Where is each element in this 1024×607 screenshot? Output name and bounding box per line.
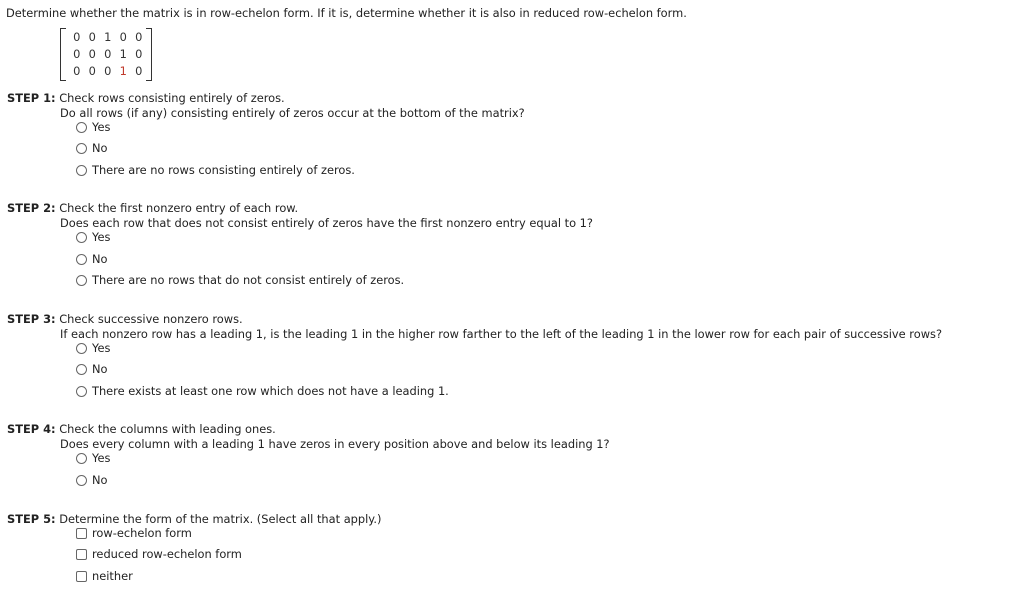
option-label: Yes (92, 230, 111, 244)
matrix (60, 28, 152, 80)
option-label: Yes (92, 120, 111, 134)
matrix-cell: 0 (135, 30, 143, 44)
matrix-cell: 0 (73, 64, 81, 78)
matrix-cell: 1 (119, 47, 127, 61)
matrix-row-3 (69, 63, 147, 79)
radio-button[interactable] (76, 453, 87, 464)
radio-button[interactable] (76, 386, 87, 397)
step-1-title: Check rows consisting entirely of zeros. (59, 91, 285, 105)
radio-button[interactable] (76, 364, 87, 375)
step-2-question: Does each row that does not consist entirely of zeros have the first nonzero entry equal to 1? (60, 216, 593, 230)
matrix-cell: 0 (88, 64, 96, 78)
option-label: reduced row-echelon form (92, 547, 242, 561)
step-1-option-yes[interactable] (76, 120, 110, 134)
step-1-label: STEP 1: (7, 91, 56, 105)
step-2-label: STEP 2: (7, 201, 56, 215)
option-label: There exists at least one row which does not have a leading 1. (92, 384, 449, 398)
step-2-title: Check the first nonzero entry of each row. (59, 201, 299, 215)
option-label: Yes (92, 341, 111, 355)
radio-button[interactable] (76, 143, 87, 154)
matrix-cell: 0 (104, 47, 112, 61)
matrix-cell-highlighted: 1 (119, 64, 127, 78)
option-label: There are no rows consisting entirely of zeros. (92, 163, 355, 177)
step-4-option-yes[interactable] (76, 451, 110, 465)
checkbox[interactable] (76, 549, 87, 560)
option-label: neither (92, 569, 133, 583)
step-5-option-row-echelon[interactable] (76, 526, 192, 540)
radio-button[interactable] (76, 254, 87, 265)
step-3-option-no[interactable] (76, 362, 108, 376)
option-label: No (92, 141, 108, 155)
matrix-cell: 0 (135, 47, 143, 61)
matrix-row-1 (69, 29, 147, 45)
problem-prompt: Determine whether the matrix is in row-echelon form. If it is, determine whether it is also in reduced row-echelon form. (6, 6, 687, 20)
step-3-option-none[interactable] (76, 384, 449, 398)
step-2-option-no[interactable] (76, 252, 108, 266)
step-3-title: Check successive nonzero rows. (59, 312, 243, 326)
matrix-cell: 0 (73, 47, 81, 61)
matrix-right-bracket (146, 28, 152, 81)
radio-button[interactable] (76, 343, 87, 354)
radio-button[interactable] (76, 475, 87, 486)
matrix-row-2 (69, 46, 147, 62)
radio-button[interactable] (76, 165, 87, 176)
matrix-cell: 1 (104, 30, 112, 44)
matrix-cell: 0 (88, 47, 96, 61)
step-3-question: If each nonzero row has a leading 1, is the leading 1 in the higher row farther to the left of the leading 1 in the lower row for each pair of successive rows? (60, 327, 942, 341)
radio-button[interactable] (76, 275, 87, 286)
option-label: row-echelon form (92, 526, 192, 540)
step-3-option-yes[interactable] (76, 341, 110, 355)
radio-button[interactable] (76, 232, 87, 243)
option-label: There are no rows that do not consist entirely of zeros. (92, 273, 405, 287)
step-1-option-none[interactable] (76, 163, 355, 177)
matrix-left-bracket (60, 28, 66, 81)
step-5-label: STEP 5: (7, 512, 56, 526)
step-4-label: STEP 4: (7, 422, 56, 436)
option-label: No (92, 473, 108, 487)
matrix-cell: 0 (119, 30, 127, 44)
step-1-heading (7, 91, 285, 105)
step-2-heading (7, 201, 298, 215)
option-label: Yes (92, 451, 111, 465)
step-4-option-no[interactable] (76, 473, 108, 487)
step-2-option-none[interactable] (76, 273, 404, 287)
step-3-heading (7, 312, 243, 326)
radio-button[interactable] (76, 122, 87, 133)
option-label: No (92, 252, 108, 266)
step-5-title: Determine the form of the matrix. (Select all that apply.) (59, 512, 382, 526)
step-3-label: STEP 3: (7, 312, 56, 326)
checkbox[interactable] (76, 571, 87, 582)
matrix-cell: 0 (73, 30, 81, 44)
checkbox[interactable] (76, 528, 87, 539)
step-4-heading (7, 422, 276, 436)
step-4-title: Check the columns with leading ones. (59, 422, 276, 436)
matrix-cell: 0 (135, 64, 143, 78)
matrix-cell: 0 (88, 30, 96, 44)
step-4-question: Does every column with a leading 1 have zeros in every position above and below its leading 1? (60, 437, 610, 451)
step-5-option-reduced-row-echelon[interactable] (76, 547, 242, 561)
step-5-heading (7, 512, 381, 526)
step-2-option-yes[interactable] (76, 230, 110, 244)
step-5-option-neither[interactable] (76, 569, 133, 583)
matrix-cell: 0 (104, 64, 112, 78)
step-1-question: Do all rows (if any) consisting entirely of zeros occur at the bottom of the matrix? (60, 106, 525, 120)
step-1-option-no[interactable] (76, 141, 108, 155)
option-label: No (92, 362, 108, 376)
